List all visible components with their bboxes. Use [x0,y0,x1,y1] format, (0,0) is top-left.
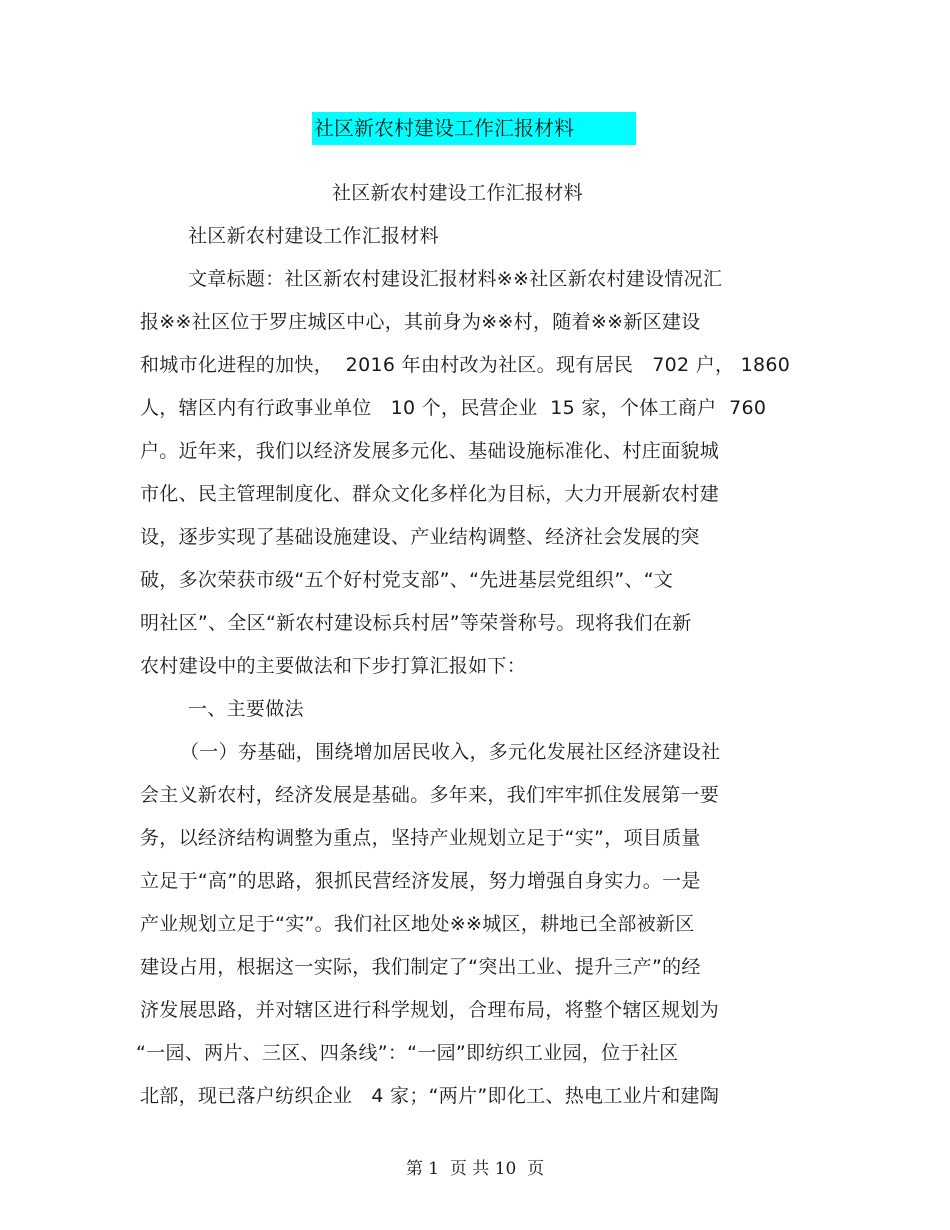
body-line: 建设占用，根据这一实际，我们制定了“突出工业、提升三产”的经 [140,956,701,978]
section-heading: 一、主要做法 [188,698,304,720]
body-line: 产业规划立足于“实”。我们社区地处※※城区，耕地已全部被新区 [140,913,695,935]
body-line: 设，逐步实现了基础设施建设、产业结构调整、经济社会发展的突 [140,526,700,548]
body-line: 文章标题：社区新农村建设汇报材料※※社区新农村建设情况汇 [188,268,723,290]
body-line: “一园、两片、三区、四条线”：“一园”即纺织工业园，位于社区 [136,1042,679,1064]
document-subtitle: 社区新农村建设工作汇报材料 [332,182,583,204]
body-line: 明社区”、全区“新农村建设标兵村居”等荣誉称号。现将我们在新 [140,612,692,634]
body-line: 报※※社区位于罗庄城区中心，其前身为※※村，随着※※新区建设 [140,311,701,333]
body-line: 济发展思路，并对辖区进行科学规划，合理布局，将整个辖区规划为 [140,999,720,1021]
body-line: 社区新农村建设工作汇报材料 [188,225,439,247]
page-number: 第 1 页 共 10 页 [405,1159,545,1179]
body-line: 北部，现已落户纺织企业 4 家；“两片”即化工、热电工业片和建陶 [140,1085,720,1107]
body-line: 会主义新农村，经济发展是基础。多年来，我们牢牢抓住发展第一要 [140,784,720,806]
body-line: 立足于“高”的思路，狠抓民营经济发展，努力增强自身实力。一是 [140,870,701,892]
body-line: 人，辖区内有行政事业单位 10 个，民营企业 15 家，个体工商户 760 [140,397,767,419]
body-line: 破，多次荣获市级“五个好村党支部”、“先进基层党组织”、“文 [140,569,674,591]
body-line: 农村建设中的主要做法和下步打算汇报如下： [140,655,527,677]
body-line: 务，以经济结构调整为重点，坚持产业规划立足于“实”，项目质量 [140,827,701,849]
body-line: 市化、民主管理制度化、群众文化多样化为目标，大力开展新农村建 [140,483,720,505]
body-line: 和城市化进程的加快， 2016 年由村改为社区。现有居民 702 户， 1860 [140,354,791,376]
body-line: 户。近年来，我们以经济发展多元化、基础设施标准化、村庄面貌城 [140,440,720,462]
body-line: （一）夯基础，围绕增加居民收入，多元化发展社区经济建设社 [180,741,721,763]
document-title: 社区新农村建设工作汇报材料 [314,116,574,140]
